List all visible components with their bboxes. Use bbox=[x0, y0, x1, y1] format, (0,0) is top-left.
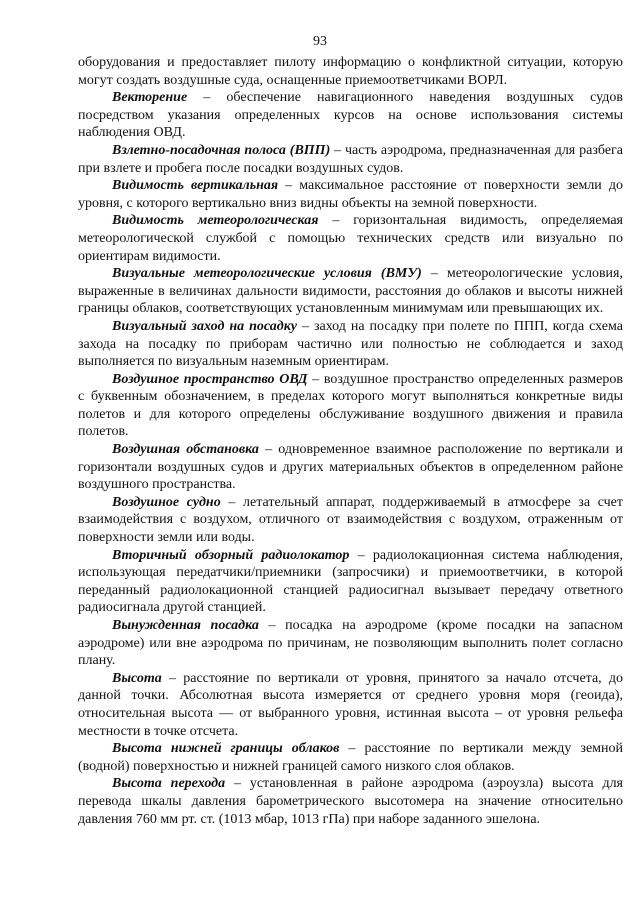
glossary-term: Высота перехода bbox=[112, 776, 226, 792]
page-number: 93 bbox=[313, 34, 327, 49]
glossary-term: Взлетно-посадочная полоса (ВПП) bbox=[112, 142, 331, 158]
glossary-entry bbox=[78, 670, 623, 740]
document-body bbox=[78, 54, 623, 828]
glossary-entry bbox=[78, 441, 623, 494]
glossary-definition: – часть аэродрома, предназначенная для разбега при взлете и пробега после посадки воздушных судов. bbox=[78, 142, 623, 176]
glossary-term: Визуальный заход на посадку bbox=[112, 318, 298, 334]
glossary-entry bbox=[78, 740, 623, 775]
glossary-definition: – обеспечение навигационного наведения воздушных судов посредством указания определенных курсов на основе использования системы наблюдения ОВД. bbox=[78, 90, 623, 141]
glossary-term: Высота bbox=[112, 670, 162, 686]
glossary-definition: – метеорологические условия, выраженные в величинах дальности видимости, расстояния до облаков и высоты нижней границы облаков, соответствующих установленным минимумам или превышающих их. bbox=[78, 266, 623, 317]
glossary-definition: – летательный аппарат, поддерживаемый в атмосфере за счет взаимодействия с воздухом, отличного от взаимодействия с воздухом, отраженным от поверхности земли или воды. bbox=[78, 494, 623, 546]
glossary-entry bbox=[78, 318, 623, 371]
glossary-term: Воздушное судно bbox=[112, 494, 221, 510]
glossary-term: Векторение bbox=[112, 90, 188, 106]
glossary-definition: – расстояние по вертикали между земной (водной) поверхностью и нижней границей самого низкого слоя облаков. bbox=[78, 741, 623, 774]
glossary-definition: – воздушное пространство определенных размеров с буквенным обозначением, в пределах которого могут выполняться конкретные виды полетов и для которого определены обслуживание воздушного движения и правила полетов. bbox=[78, 371, 623, 440]
glossary-definition: – радиолокационная система наблюдения, использующая передатчики/приемники (запросчики) и приемоответчики, в которой переданный радиолокационной станцией радиосигнал вызывает передачу ответного радиосигнала другой станцией. bbox=[78, 547, 623, 616]
glossary-term: Высота нижней границы облаков bbox=[112, 741, 340, 757]
glossary-term: Визуальные метеорологические условия (ВМУ) bbox=[112, 266, 422, 282]
glossary-entry bbox=[78, 89, 623, 142]
glossary-definition: – расстояние по вертикали от уровня, принятого за начало отсчета, до данной точки. Абсолютная высота измеряется от среднего уровня моря (геоида), относительная высота — от выбранного уровня, истинная высота – от уровня рельефа местности в точке отсчета. bbox=[78, 670, 623, 739]
glossary-entry bbox=[78, 371, 623, 441]
glossary-definition: – горизонтальная видимость, определяемая метеорологической службой с помощью технических средств или визуально по ориентирам видимости. bbox=[78, 213, 623, 264]
glossary-term: Вынужденная посадка bbox=[112, 618, 259, 633]
glossary-entry bbox=[78, 177, 623, 212]
glossary-definition: – одновременное взаимное расположение по вертикали и горизонтали воздушных судов и других материальных объектов в определенном районе воздушного пространства. bbox=[78, 442, 623, 493]
glossary-term: Воздушная обстановка bbox=[112, 442, 259, 458]
glossary-entry bbox=[78, 212, 623, 265]
glossary-term: Видимость метеорологическая bbox=[112, 213, 319, 229]
glossary-term: Вторичный обзорный радиолокатор bbox=[112, 547, 350, 563]
glossary-entry bbox=[78, 265, 623, 318]
intro-paragraph: оборудования и предоставляет пилоту информацию о конфликтной ситуации, которую могут создать воздушные суда, оснащенные приемоответчиками ВОРЛ. bbox=[78, 55, 623, 88]
glossary-entry bbox=[78, 494, 623, 547]
glossary-entry bbox=[78, 547, 623, 617]
glossary-definition: – установленная в районе аэродрома (аэроузла) высота для перевода шкалы давления барометрического высотомера на значение относительно давления 760 мм рт. ст. (1013 мбар, 1013 гПа) при наборе заданного эшелона. bbox=[78, 776, 623, 827]
glossary-definition: – посадка на аэродроме (кроме посадки на запасном аэродроме) или вне аэродрома по причинам, не позволяющим выполнить полет согласно плану. bbox=[78, 618, 624, 669]
glossary-definition: – максимальное расстояние от поверхности земли до уровня, с которого вертикально вниз видны объекты на земной поверхности. bbox=[78, 178, 623, 211]
glossary-entry bbox=[78, 617, 623, 670]
glossary-entry bbox=[78, 775, 623, 828]
glossary-entries bbox=[78, 89, 623, 828]
glossary-term: Видимость вертикальная bbox=[112, 178, 279, 194]
glossary-term: Воздушное пространство ОВД bbox=[112, 371, 308, 387]
glossary-definition: – заход на посадку при полете по ППП, когда схема захода на посадку по приборам частично или полностью не соблюдается и заход выполняется по визуальным наземным ориентирам. bbox=[78, 318, 623, 370]
glossary-entry bbox=[78, 142, 623, 177]
